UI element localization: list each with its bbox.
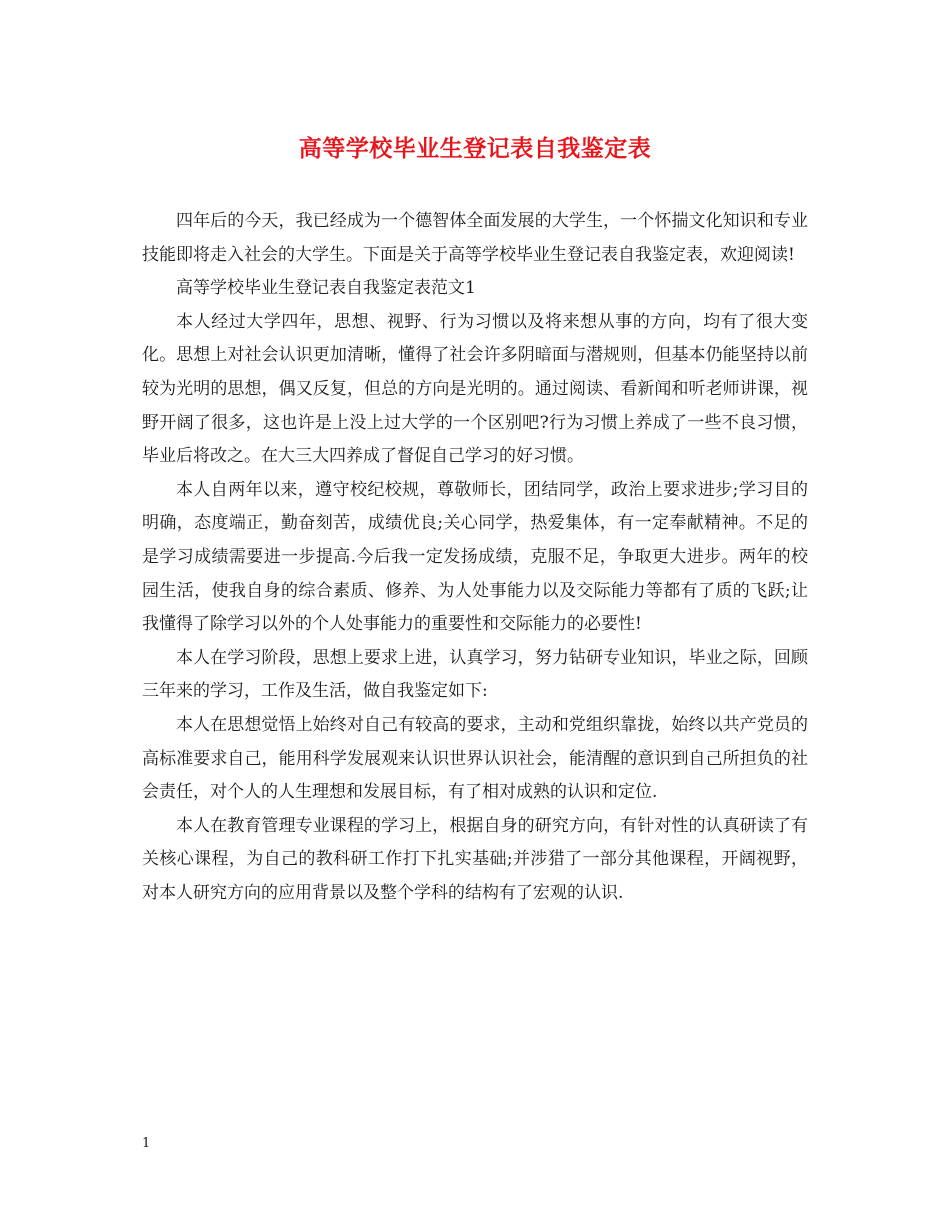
document-body (142, 205, 808, 910)
page-number: 1 (142, 1136, 151, 1151)
paragraph-intro: 四年后的今天，我已经成为一个德智体全面发展的大学生，一个怀揣文化知识和专业技能即将走入社会的大学生。下面是关于高等学校毕业生登记表自我鉴定表，欢迎阅读! (142, 211, 808, 265)
paragraph-4: 本人在思想觉悟上始终对自己有较高的要求，主动和党组织靠拢，始终以共产党员的高标准要求自己，能用科学发展观来认识世界认识社会，能清醒的意识到自己所担负的社会责任，对个人的人生理想和发展目标，有了相对成熟的认识和定位. (142, 714, 808, 803)
paragraph-2: 本人自两年以来，遵守校纪校规，尊敬师长，团结同学，政治上要求进步;学习目的明确，态度端正，勤奋刻苦，成绩优良;关心同学，热爱集体，有一定奉献精神。不足的是学习成绩需要进一步提高.今后我一定发扬成绩，克服不足，争取更大进步。两年的校园生活，使我自身的综合素质、修养、为人处事能力以及交际能力等都有了质的飞跃;让我懂得了除学习以外的个人处事能力的重要性和交际能力的必要性! (142, 479, 808, 635)
document-title: 高等学校毕业生登记表自我鉴定表 (298, 135, 652, 162)
paragraph-1: 本人经过大学四年，思想、视野、行为习惯以及将来想从事的方向，均有了很大变化。思想上对社会认识更加清晰，懂得了社会许多阴暗面与潜规则，但基本仍能坚持以前较为光明的思想，偶又反复，但总的方向是光明的。通过阅读、看新闻和听老师讲课，视野开阔了很多，这也许是上没上过大学的一个区别吧?行为习惯上养成了一些不良习惯，毕业后将改之。在大三大四养成了督促自己学习的好习惯。 (142, 311, 808, 467)
paragraph-3: 本人在学习阶段，思想上要求上进，认真学习，努力钻研专业知识，毕业之际，回顾三年来的学习，工作及生活，做自我鉴定如下: (142, 647, 808, 702)
paragraph-5: 本人在教育管理专业课程的学习上，根据自身的研究方向，有针对性的认真研读了有关核心课程，为自己的教科研工作打下扎实基础;并涉猎了一部分其他课程，开阔视野，对本人研究方向的应用背景以及整个学科的结构有了宏观的认识. (142, 815, 808, 903)
paragraph-subheading: 高等学校毕业生登记表自我鉴定表范文1 (176, 278, 476, 299)
